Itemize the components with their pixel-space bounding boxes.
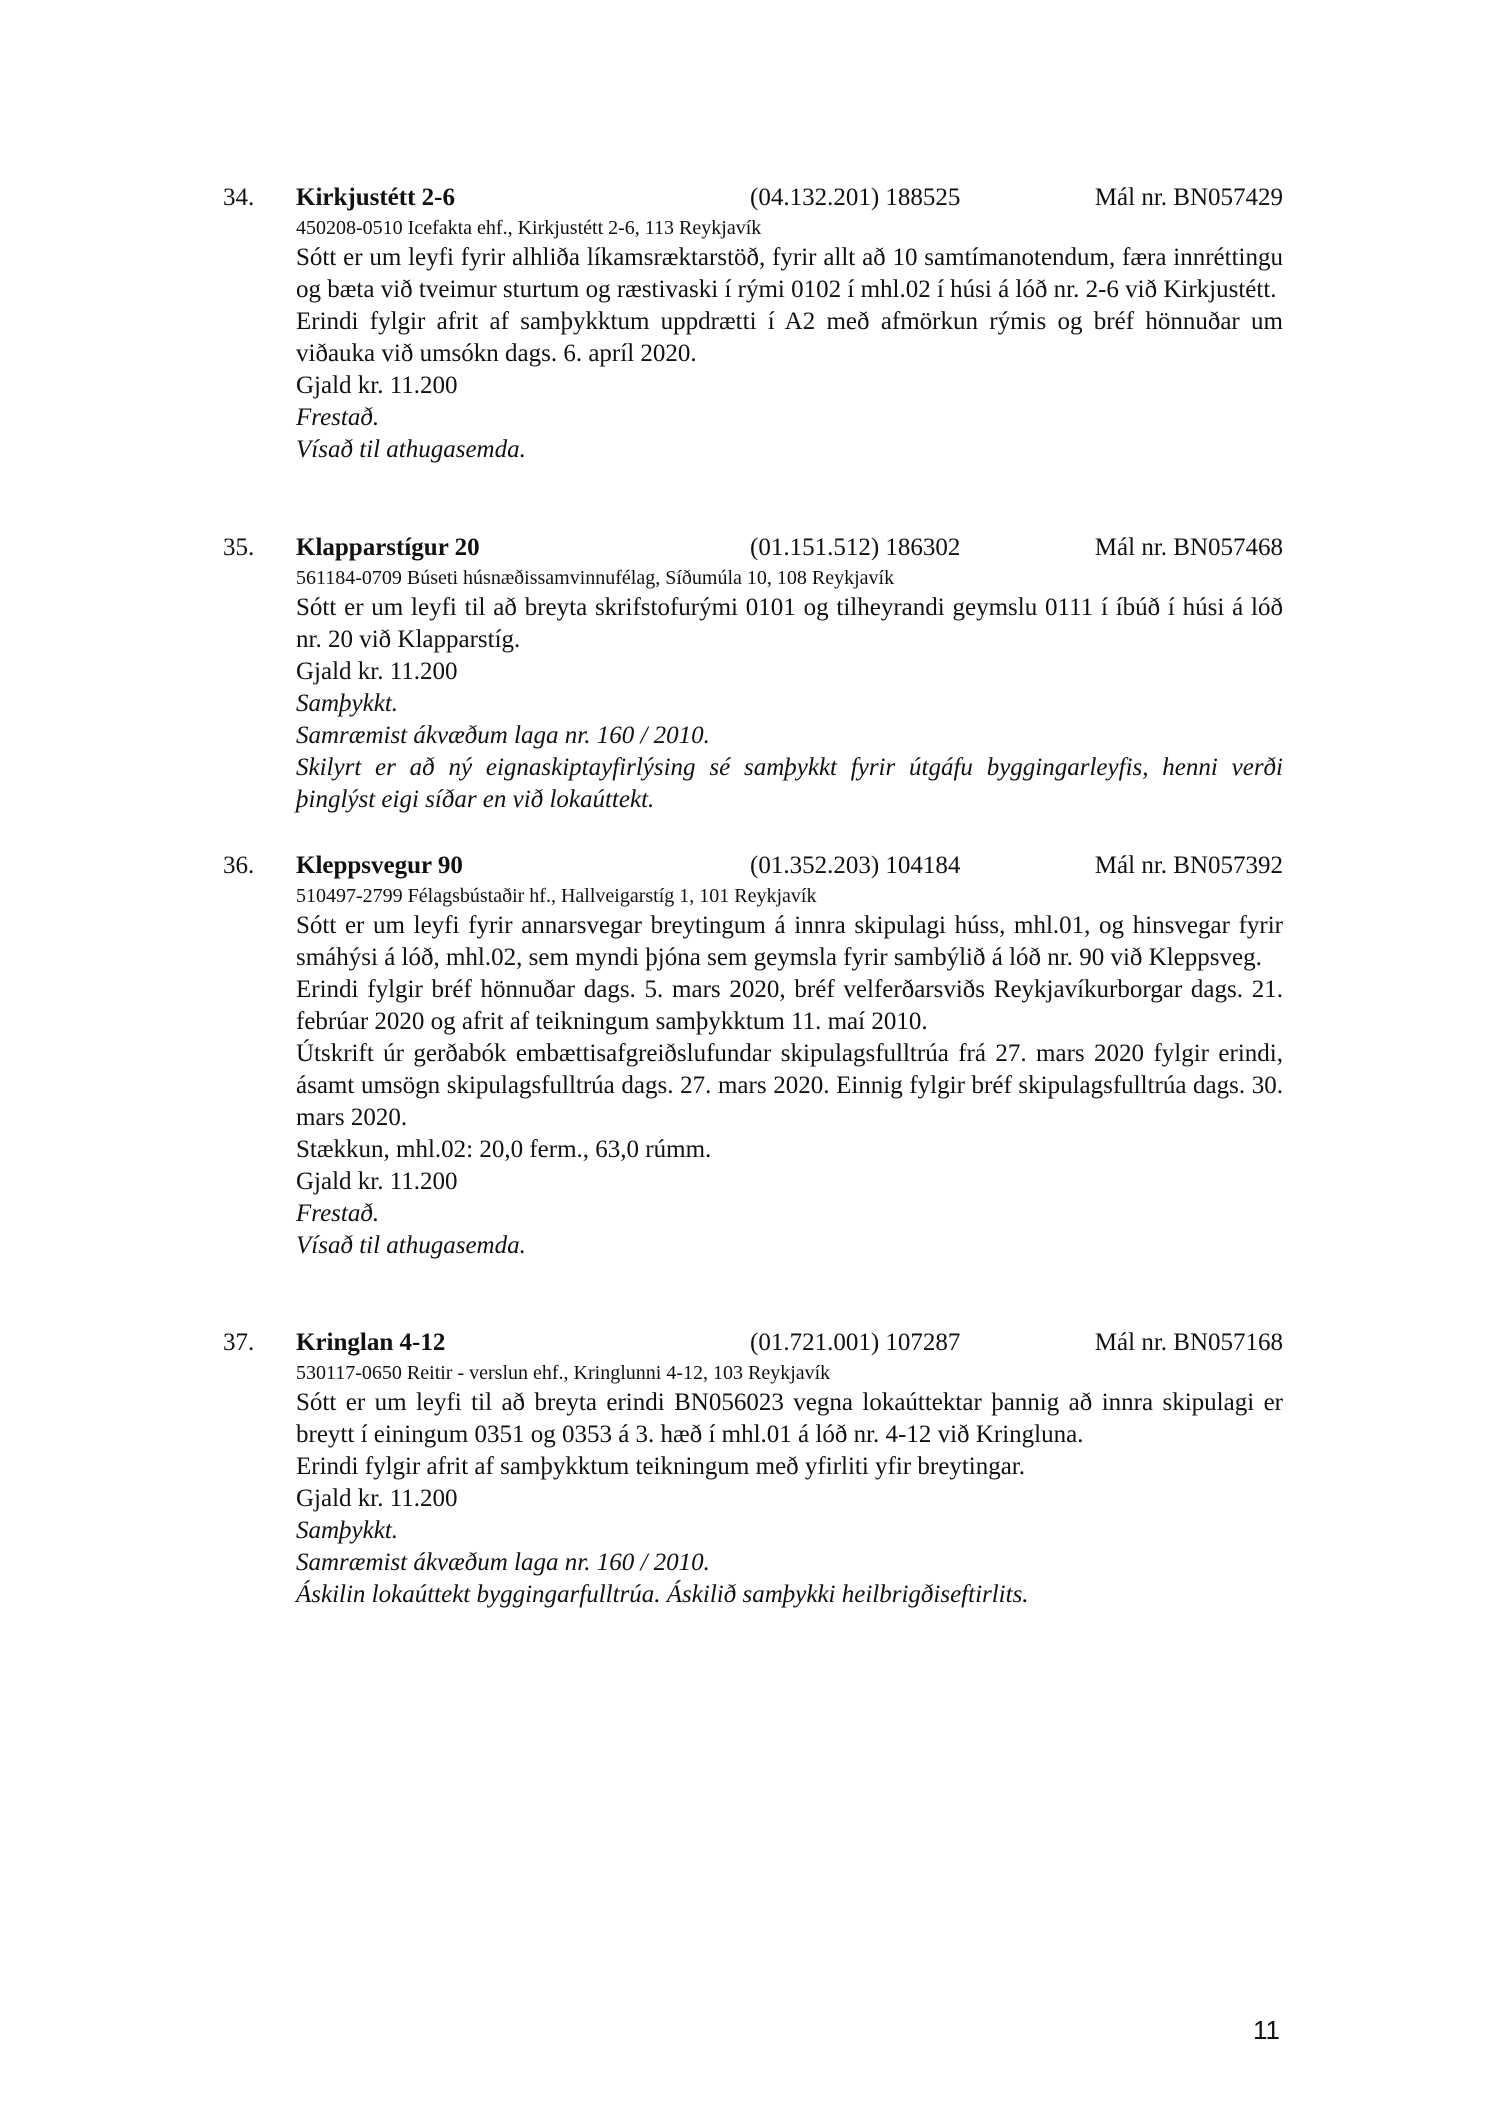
fee: Gjald kr. 11.200 [296,1168,458,1195]
decision-note: Vísað til athugasemda. [296,1232,526,1259]
case-address: Kringlan 4-12 [296,1329,446,1356]
attachments: Erindi fylgir afrit af samþykktum uppdrætti í A2 með afmörkun rýmis og bréf hönnuðar um viðauka við umsókn dags. 6. apríl 2020. [296,308,1283,367]
decision-condition: Skilyrt er að ný eignaskiptayfirlýsing sé samþykkt fyrir útgáfu byggingarleyfis, henni verði þinglýst eigi síðar en við lokaúttekt. [296,754,1283,813]
applicant: 530117-0650 Reitir - verslun ehf., Kringlunni 4-12, 103 Reykjavík [296,1362,831,1384]
decision-note: Samræmist ákvæðum laga nr. 160 / 2010. [296,1549,710,1576]
case-reference: Mál nr. BN057429 [1094,184,1283,211]
attachments: Erindi fylgir afrit af samþykktum teikningum með yfirliti yfir breytingar. [296,1453,1026,1480]
description: Sótt er um leyfi fyrir alhliða líkamsræktarstöð, fyrir allt að 10 samtímanotendum, færa innréttingu og bæta við tveimur sturtum og ræstivaski í rými 0102 í mhl.02 í húsi á lóð nr. 2-6 við Kirkjustétt. [296,244,1283,303]
decision: Frestað. [296,1200,380,1227]
case-body [296,883,1283,1262]
case-header [223,181,1283,215]
decision-condition: Áskilin lokaúttekt byggingarfulltrúa. Áskilið samþykki heilbrigðiseftirlits. [296,1581,1029,1608]
decision: Frestað. [296,404,380,431]
case-item-34 [223,181,1283,466]
case-reference: Mál nr. BN057392 [1094,852,1283,879]
case-item-36 [223,849,1283,1262]
case-reference: Mál nr. BN057168 [1094,1329,1283,1356]
case-header [223,1326,1283,1360]
case-number: 35. [223,534,255,561]
applicant: 561184-0709 Búseti húsnæðissamvinnufélag, Síðumúla 10, 108 Reykjavík [296,567,895,589]
case-number: 37. [223,1329,255,1356]
applicant: 510497-2799 Félagsbústaðir hf., Hallveigarstíg 1, 101 Reykjavík [296,885,817,907]
case-header [223,531,1283,565]
case-address: Kirkjustétt 2-6 [296,184,455,211]
case-body [296,1360,1283,1611]
decision: Samþykkt. [296,690,399,717]
planning-note: Útskrift úr gerðabók embættisafgreiðslufundar skipulagsfulltrúa frá 27. mars 2020 fylgir erindi, ásamt umsögn skipulagsfulltrúa dags. 27. mars 2020. Einnig fylgir bréf skipulagsfulltrúa dags. 30. mars 2020. [296,1040,1283,1131]
property-code: (01.721.001) 107287 [750,1329,961,1356]
fee: Gjald kr. 11.200 [296,1485,458,1512]
decision-note: Vísað til athugasemda. [296,436,526,463]
property-code: (04.132.201) 188525 [750,184,961,211]
case-address: Kleppsvegur 90 [296,852,463,879]
case-body [296,215,1283,466]
case-number: 36. [223,852,255,879]
case-item-37 [223,1326,1283,1611]
property-code: (01.151.512) 186302 [750,534,961,561]
case-item-35 [223,531,1283,816]
description: Sótt er um leyfi til að breyta skrifstofurými 0101 og tilheyrandi geymslu 0111 í íbúð í húsi á lóð nr. 20 við Klapparstíg. [296,594,1283,653]
decision-note: Samræmist ákvæðum laga nr. 160 / 2010. [296,722,710,749]
attachments: Erindi fylgir bréf hönnuðar dags. 5. mars 2020, bréf velferðarsviðs Reykjavíkurborgar dags. 21. febrúar 2020 og afrit af teikningum samþykktum 11. maí 2010. [296,976,1283,1035]
fee: Gjald kr. 11.200 [296,372,458,399]
description: Sótt er um leyfi fyrir annarsvegar breytingum á innra skipulagi húss, mhl.01, og hinsvegar fyrir smáhýsi á lóð, mhl.02, sem myndi þjóna sem geymsla fyrir sambýlið á lóð nr. 90 við Kleppsveg. [296,912,1283,971]
decision: Samþykkt. [296,1517,399,1544]
case-number: 34. [223,184,255,211]
applicant: 450208-0510 Icefakta ehf., Kirkjustétt 2-6, 113 Reykjavík [296,217,762,239]
size-change: Stækkun, mhl.02: 20,0 ferm., 63,0 rúmm. [296,1136,712,1163]
fee: Gjald kr. 11.200 [296,658,458,685]
case-address: Klapparstígur 20 [296,534,480,561]
description: Sótt er um leyfi til að breyta erindi BN056023 vegna lokaúttektar þannig að innra skipulagi er breytt í einingum 0351 og 0353 á 3. hæð í mhl.01 á lóð nr. 4-12 við Kringluna. [296,1389,1283,1448]
page-number: 11 [1253,2015,1280,2045]
case-reference: Mál nr. BN057468 [1094,534,1283,561]
case-header [223,849,1283,883]
property-code: (01.352.203) 104184 [750,852,961,879]
case-body [296,565,1283,816]
